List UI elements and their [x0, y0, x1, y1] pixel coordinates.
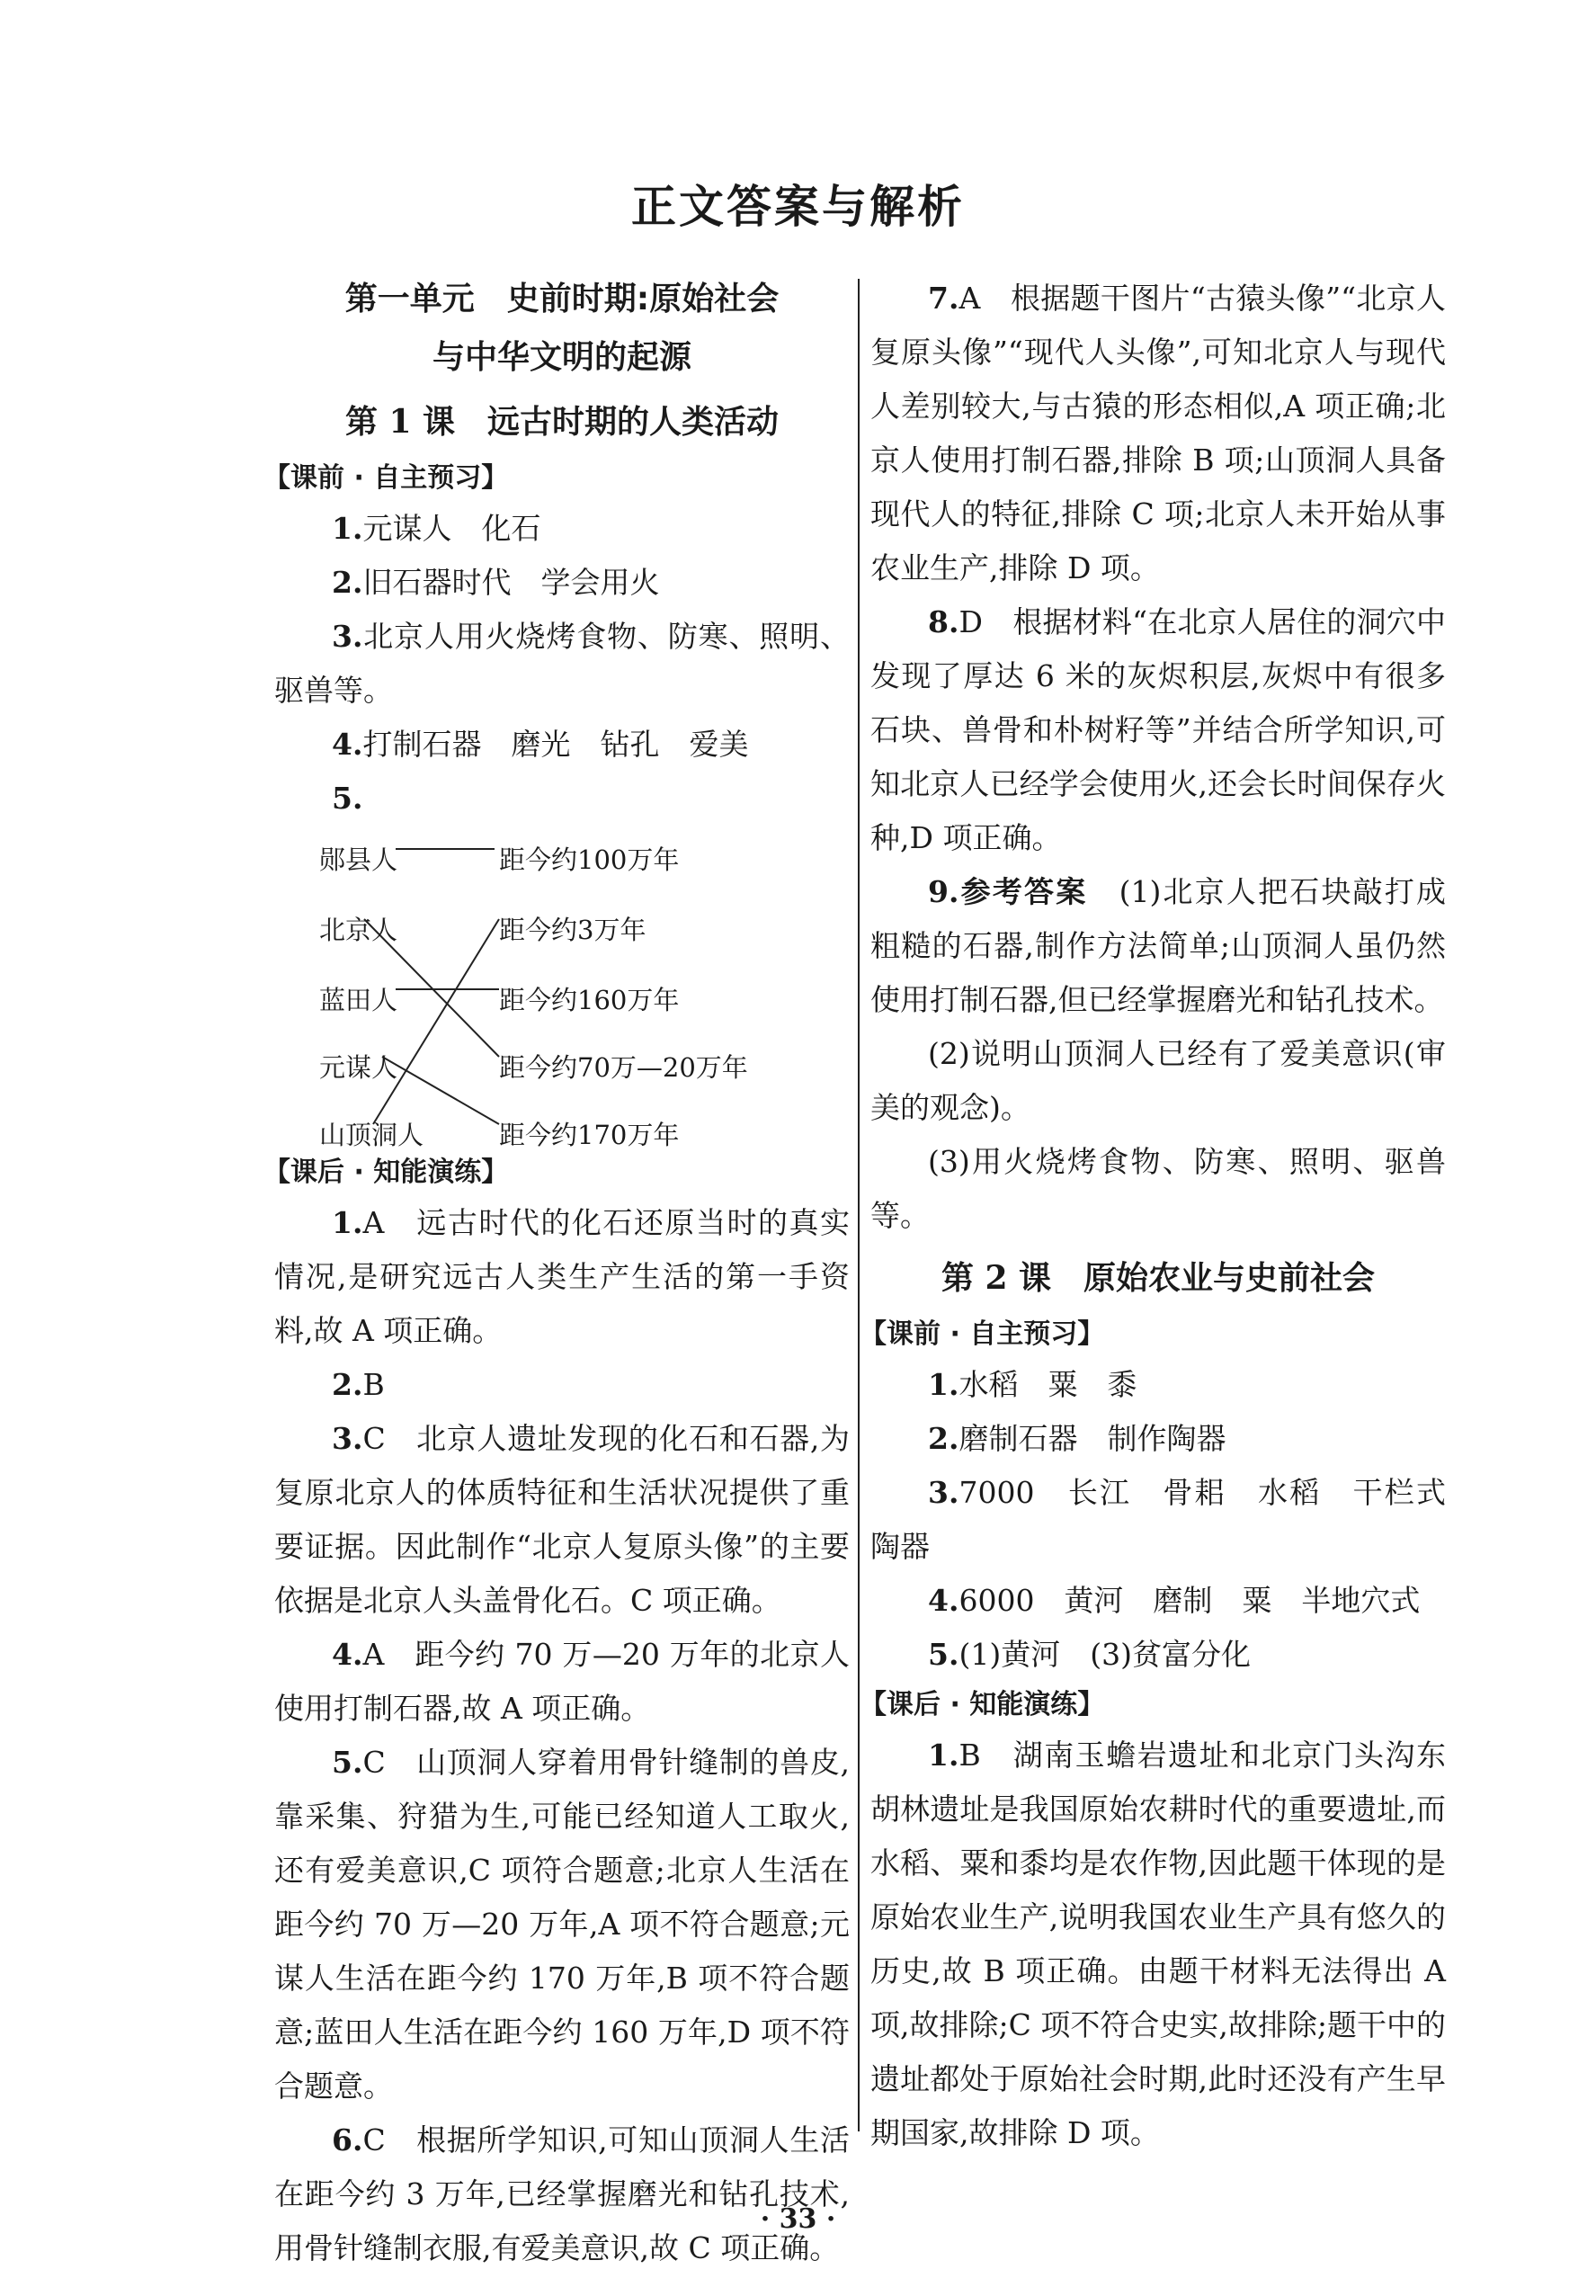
- l2-pre-item: 2.磨制石器 制作陶器: [928, 1421, 1226, 1456]
- match-right: 距今约170万年: [499, 1120, 680, 1150]
- page-number: · 33 ·: [760, 2203, 836, 2235]
- l1-q9-part: (2)说明山顶洞人已经有了爱美意识(审美的观念)。: [870, 1036, 1446, 1125]
- left-column: [263, 270, 851, 2275]
- l1-answer: 1.A 远古时代的化石还原当时的真实情况,是研究远古人类生产生活的第一手资料,故 A 项正确。: [274, 1205, 851, 1348]
- match-right: 距今约100万年: [499, 844, 680, 875]
- unit-title-line2: 与中华文明的起源: [432, 339, 691, 376]
- match-right: 距今约70万—20万年: [499, 1052, 748, 1083]
- match-right: 距今约3万年: [499, 915, 646, 945]
- l2-pre-item: 1.水稻 粟 黍: [928, 1367, 1137, 1402]
- l1-q9-part: (3)用火烧烤食物、防寒、照明、驱兽等。: [870, 1144, 1446, 1233]
- l1-answer: 5.C 山顶洞人穿着用骨针缝制的兽皮,靠采集、狩猎为生,可能已经知道人工取火,还有爱美意识,C 项符合题意;北京人生活在距今约 70 万—20 万年,A 项不符合题意;元谋人生活在距今约 170 万年,B 项不符合题意;蓝田人生活在距今约 160 万年,D 项不符合题意。: [274, 1745, 850, 2104]
- matching-diagram: [310, 826, 850, 1149]
- l1-answer: 4.A 距今约 70 万—20 万年的北京人使用打制石器,故 A 项正确。: [274, 1637, 851, 1726]
- l2-pre-item: 4.6000 黄河 磨制 粟 半地穴式: [928, 1583, 1421, 1618]
- l1-pre-item: 2.旧石器时代 学会用火: [332, 565, 660, 600]
- match-left: 元谋人: [319, 1052, 398, 1083]
- match-left: 郧县人: [319, 844, 398, 875]
- column-divider: [858, 279, 860, 2131]
- l1-pre-item: 5.: [332, 781, 363, 816]
- lesson2-pre-section: 【课前 · 自主预习】: [860, 1318, 1105, 1350]
- lesson1-title: 第 1 课 远古时期的人类活动: [344, 403, 780, 441]
- l2-pre-item: 5.(1)黄河 (3)贫富分化: [928, 1637, 1251, 1672]
- lesson2-post-section: 【课后 · 知能演练】: [860, 1689, 1105, 1720]
- l2-pre-item: 3.7000 长江 骨耜 水稻 干栏式陶器: [870, 1475, 1446, 1564]
- lesson1-post-section: 【课后 · 知能演练】: [263, 1157, 509, 1188]
- l1-answer: 3.C 北京人遗址发现的化石和石器,为复原北京人的体质特征和生活状况提供了重要证据。因此制作“北京人复原头像”的主要依据是北京人头盖骨化石。C 项正确。: [274, 1421, 850, 1618]
- page-title: 正文答案与解析: [631, 180, 965, 233]
- lesson2-title: 第 2 课 原始农业与史前社会: [941, 1259, 1376, 1297]
- match-left: 蓝田人: [319, 985, 398, 1015]
- right-column: [860, 272, 1447, 2160]
- match-right: 距今约160万年: [499, 985, 680, 1015]
- match-left: 山顶洞人: [319, 1120, 424, 1150]
- l1-answer: 6.C 根据所学知识,可知山顶洞人生活在距今约 3 万年,已经掌握磨光和钻孔技术,用骨针缝制衣服,有爱美意识,故 C 项正确。: [274, 2122, 850, 2265]
- l1-answer: 7.A 根据题干图片“古猿头像”“北京人复原头像”“现代人头像”,可知北京人与现代人差别较大,与古猿的形态相似,A 项正确;北京人使用打制石器,排除 B 项;山顶洞人具备现代人的特征,排除 C 项;北京人未开始从事农业生产,排除 D 项。: [870, 281, 1446, 585]
- l1-answer: 9.参考答案 (1)北京人把石块敲打成粗糙的石器,制作方法简单;山顶洞人虽仍然使用打制石器,但已经掌握磨光和钻孔技术。: [870, 874, 1447, 1017]
- l1-pre-item: 3.北京人用火烧烤食物、防寒、照明、驱兽等。: [274, 619, 850, 708]
- lesson1-pre-section: 【课前 · 自主预习】: [263, 462, 509, 494]
- unit-title-line1: 第一单元 史前时期:原始社会: [344, 281, 780, 317]
- l1-pre-item: 1.元谋人 化石: [332, 511, 541, 546]
- l2-answer: 1.B 湖南玉蟾岩遗址和北京门头沟东胡林遗址是我国原始农耕时代的重要遗址,而水稻、粟和黍均是农作物,因此题干体现的是原始农业生产,说明我国农业生产具有悠久的历史,故 B 项正确。由题干材料无法得出 A 项,故排除;C 项不符合史实,故排除;题干中的遗址都处于原始社会时期,此时还没有产生早期国家,故排除 D 项。: [870, 1738, 1447, 2150]
- match-left: 北京人: [319, 915, 398, 945]
- l1-answer: 8.D 根据材料“在北京人居住的洞穴中发现了厚达 6 米的灰烬积层,灰烬中有很多石块、兽骨和朴树籽等”并结合所学知识,可知北京人已经学会使用火,还会长时间保存火种,D 项正确。: [870, 604, 1447, 855]
- l1-answer: 2.B: [332, 1367, 385, 1402]
- l1-pre-item: 4.打制石器 磨光 钻孔 爱美: [332, 727, 749, 762]
